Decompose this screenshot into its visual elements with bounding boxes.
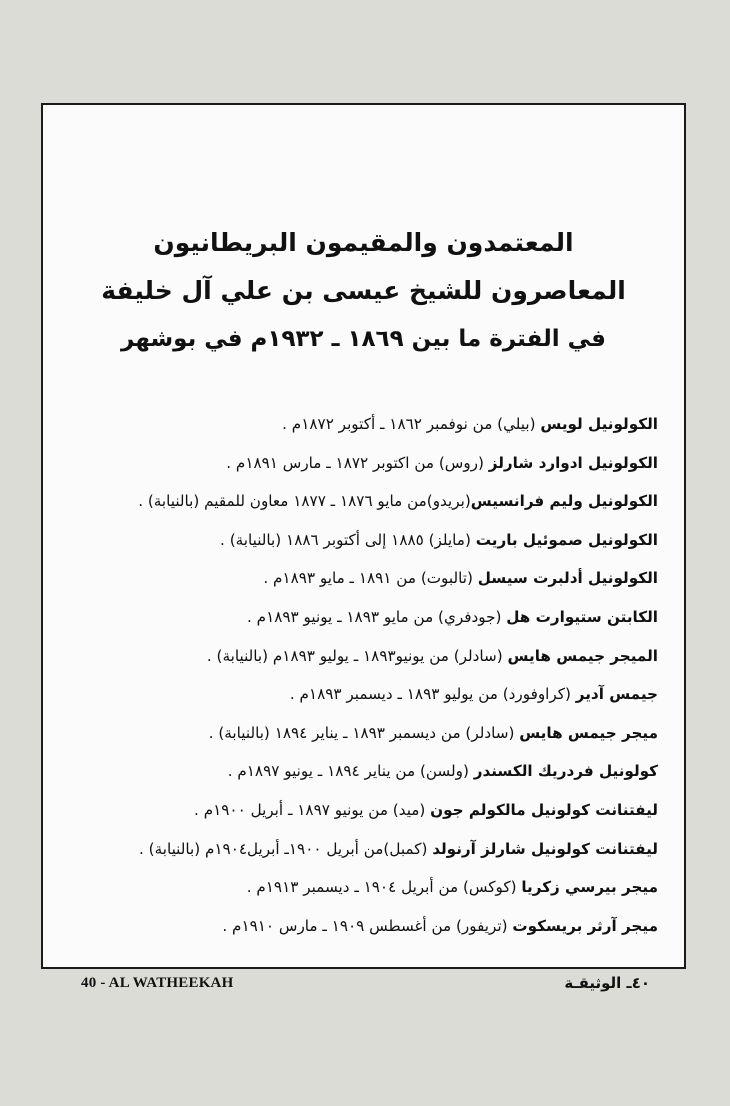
entry-name: ميجر بيرسي زكريا	[521, 878, 658, 897]
page-title	[43, 219, 684, 363]
list-item	[57, 405, 658, 444]
entry-details: (سادلر) من يونيو١٨٩٣ ـ يوليو ١٨٩٣م (بالنيابة) .	[206, 646, 508, 665]
entry-details: (جودفري) من مايو ١٨٩٣ ـ يونيو ١٨٩٣م .	[247, 607, 507, 626]
list-item	[57, 868, 658, 907]
entry-details: (ميد) من يونيو ١٨٩٧ ـ أبريل ١٩٠٠م .	[194, 800, 431, 819]
entry-name: الميجر جيمس هايس	[507, 646, 658, 665]
list-item	[57, 482, 658, 521]
entry-name: كولونيل فردريك الكسندر	[473, 762, 658, 781]
entry-details: (تريفور) من أغسطس ١٩٠٩ ـ مارس ١٩١٠م .	[222, 916, 513, 935]
entry-name: الكولونيل وليم فرانسيس	[470, 492, 658, 511]
entry-name: جيمس آدير	[575, 685, 658, 704]
entry-name: الكولونيل أدلبرت سيسل	[477, 569, 658, 588]
footer-page-label: 40 - AL WATHEEKAH	[81, 975, 234, 991]
title-line-1: المعتمدون والمقيمون البريطانيون	[153, 228, 574, 257]
list-item	[57, 559, 658, 598]
list-item	[57, 675, 658, 714]
entry-name: الكابتن ستيوارت هل	[506, 607, 658, 626]
entry-details: (كمبل)من أبريل ١٩٠٠ـ أبريل١٩٠٤م (بالنيابة) .	[139, 839, 433, 858]
entry-details: (كراوفورد) من يوليو ١٨٩٣ ـ ديسمبر ١٨٩٣م .	[289, 685, 576, 704]
entry-details: (مايلز) ١٨٨٥ إلى أكتوبر ١٨٨٦ (بالنيابة) .	[220, 530, 476, 549]
entry-details: (بيلي) من نوفمبر ١٨٦٢ ـ أكتوبر ١٨٧٢م .	[282, 415, 541, 433]
page-frame	[41, 103, 686, 969]
entry-name: ليفتنانت كولونيل شارلز آرنولد	[432, 839, 658, 858]
entry-name: ميجر جيمس هايس	[519, 723, 658, 742]
list-item	[57, 714, 658, 753]
entry-name: ليفتنانت كولونيل مالكولم جون	[430, 800, 658, 819]
list-item	[57, 598, 658, 637]
list-item	[57, 444, 658, 483]
title-line-3: في الفترة ما بين ١٨٦٩ ـ ١٩٣٢م في بوشهر	[121, 326, 606, 352]
list-item	[57, 791, 658, 830]
entry-details: (سادلر) من ديسمبر ١٨٩٣ ـ يناير ١٨٩٤ (بالنيابة) .	[208, 723, 520, 742]
title-line-2: المعاصرون للشيخ عيسى بن علي آل خليفة	[101, 276, 626, 305]
entry-name: ميجر آرثر بريسكوت	[512, 916, 658, 935]
entry-details: (روس) من اكتوبر ١٨٧٢ ـ مارس ١٨٩١م .	[226, 453, 489, 472]
list-item	[57, 637, 658, 676]
entry-details: (تالبوت) من ١٨٩١ ـ مايو ١٨٩٣م .	[263, 569, 478, 588]
footer-page-label-arabic: ٤٠ـ الوثيقـة	[564, 974, 650, 992]
entry-details: (بريدو)من مايو ١٨٧٦ ـ ١٨٧٧ معاون للمقيم (بالنيابة) .	[138, 492, 471, 511]
list-item	[57, 907, 658, 946]
entry-name: الكولونيل لويس	[540, 415, 658, 433]
entry-name: الكولونيل ادوارد شارلز	[488, 453, 658, 472]
residents-list	[57, 405, 658, 945]
entry-details: (كوكس) من أبريل ١٩٠٤ ـ ديسمبر ١٩١٣م .	[246, 878, 522, 897]
list-item	[57, 752, 658, 791]
list-item	[57, 830, 658, 869]
list-item	[57, 521, 658, 560]
entry-name: الكولونيل صموئيل باريت	[475, 530, 658, 549]
entry-details: (ولسن) من يناير ١٨٩٤ ـ يونيو ١٨٩٧م .	[227, 762, 474, 781]
